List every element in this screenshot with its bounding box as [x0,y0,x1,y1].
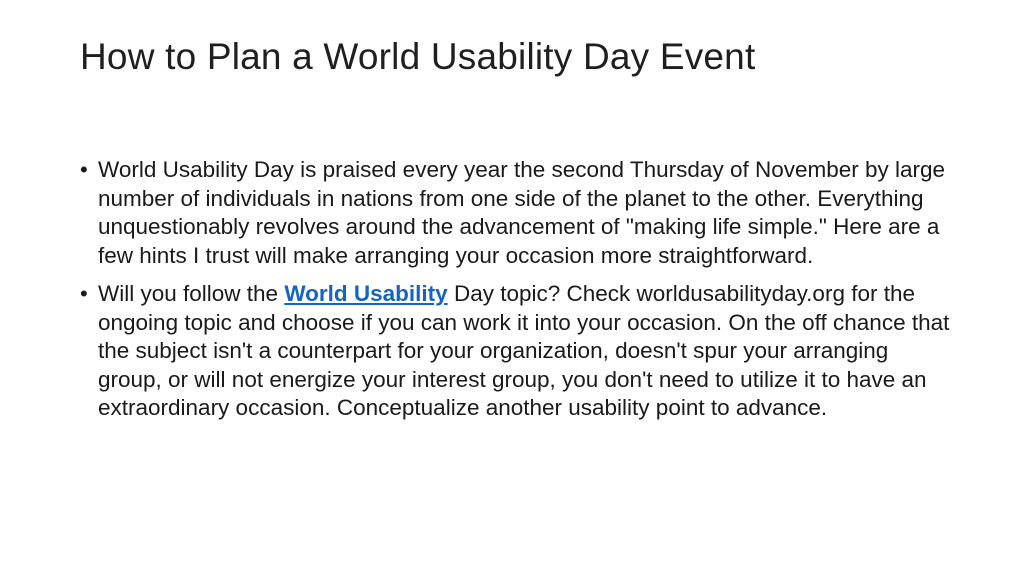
bullet-icon: • [80,157,88,182]
bullet-item-2 [76,280,956,423]
bullet-text: World Usability Day is praised every year the second Thursday of November by large number of individuals in nations from one side of the planet to the other. Everything unquestionably revolves around the advancement of "making life simple." Here are a few hints I trust will make arranging your occasion more straightforward. [98,157,946,268]
slide-title: How to Plan a World Usability Day Event [80,36,756,77]
world-usability-link[interactable]: World Usability [284,281,448,306]
bullet-list [76,156,956,433]
bullet-text-before-link: Will you follow the [98,281,285,306]
bullet-text-after-link: Day topic? Check worldusabilityday.org for the ongoing topic and choose if you can work it into your occasion. On the off chance that the subject isn't a counterpart for your organization, doesn't spur your arranging group, or will not energize your interest group, you don't need to utilize it to have an extraordinary occasion. Conceptualize another usability point to advance. [98,281,950,420]
bullet-item-1 [76,156,956,270]
bullet-icon: • [80,281,88,306]
